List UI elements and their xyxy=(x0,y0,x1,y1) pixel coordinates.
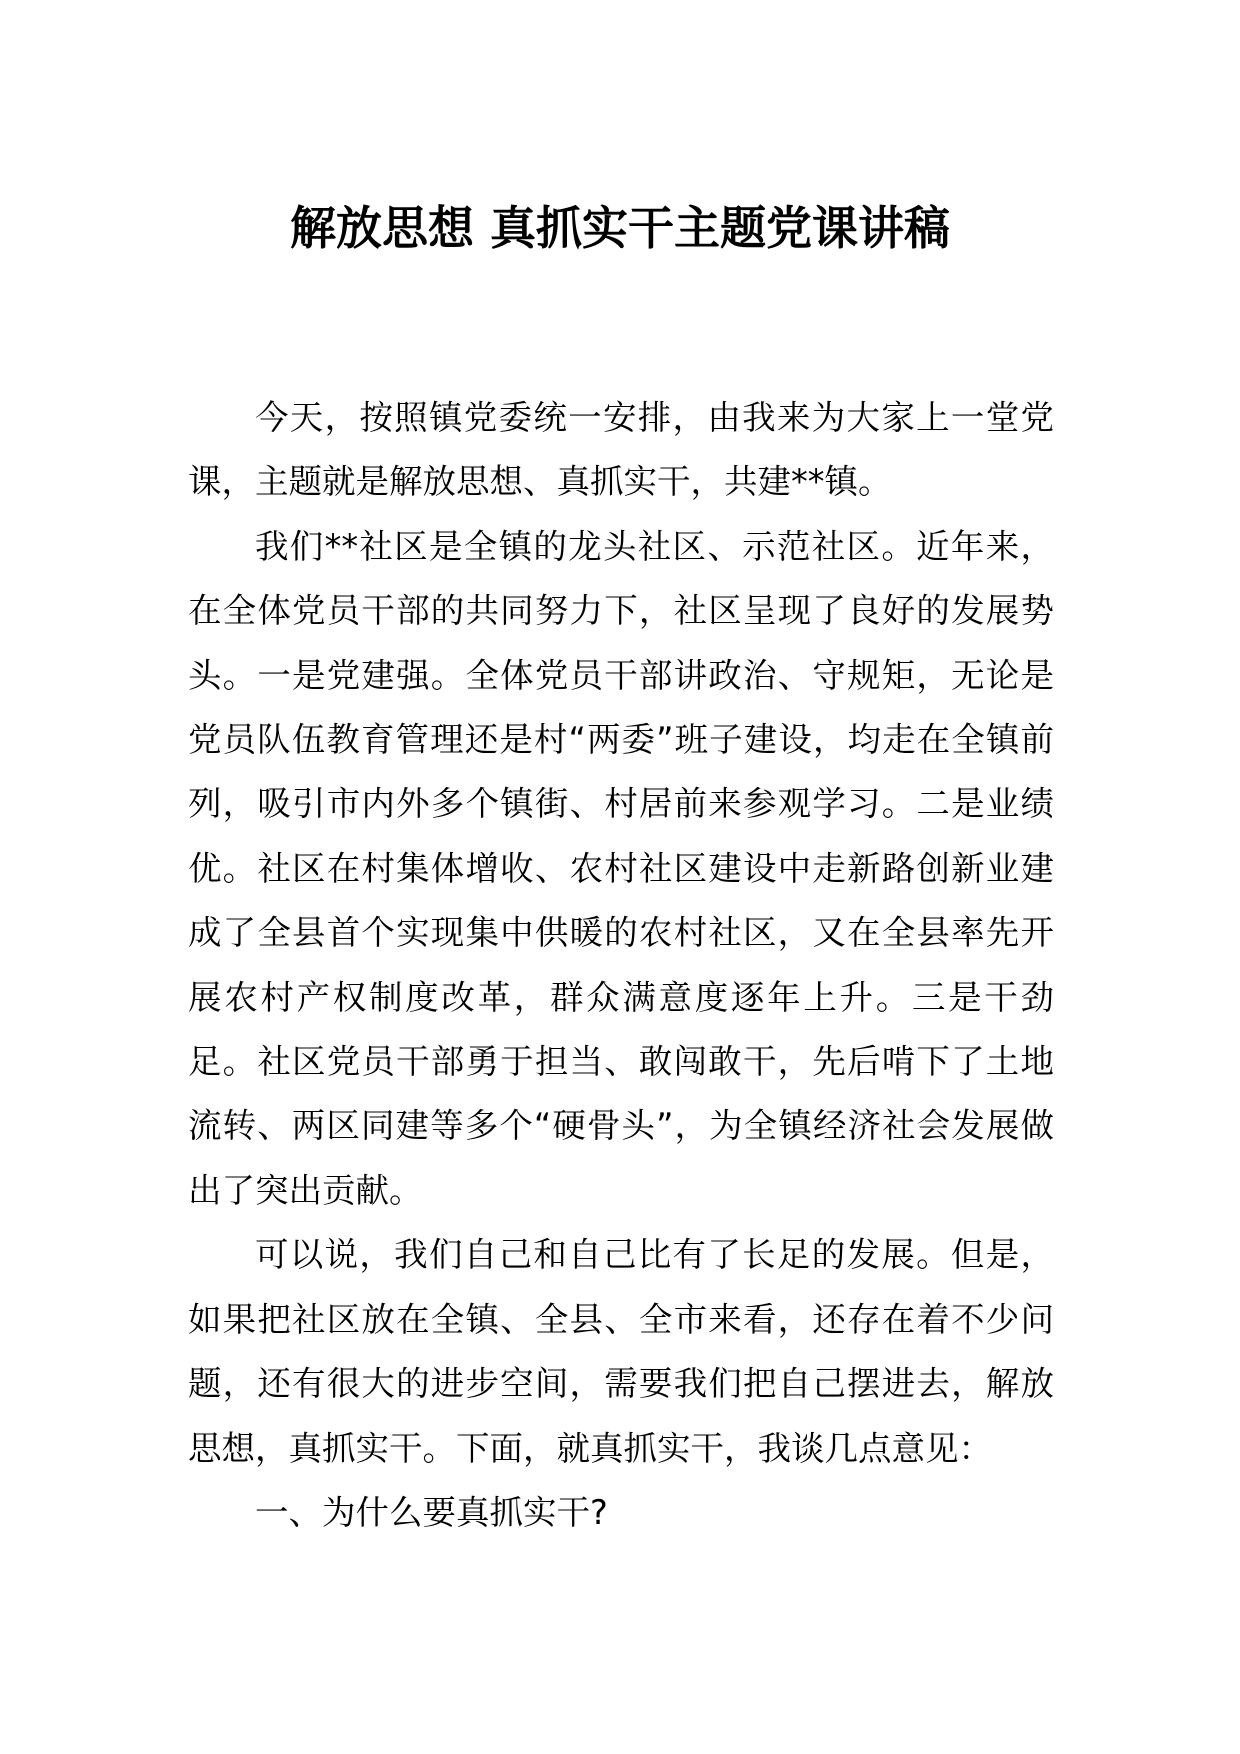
document-body xyxy=(188,386,1054,1545)
section-heading-1: 一、为什么要真抓实干? xyxy=(255,1492,608,1532)
document-title: 解放思想 真抓实干主题党课讲稿 xyxy=(289,201,950,255)
paragraph-intro: 今天，按照镇党委统一安排，由我来为大家上一堂党课，主题就是解放思想、真抓实干，共建**镇。 xyxy=(188,398,1054,502)
paragraph-community-achievements: 我们**社区是全镇的龙头社区、示范社区。近年来，在全体党员干部的共同努力下，社区呈现了良好的发展势头。一是党建强。全体党员干部讲政治、守规矩，无论是党员队伍教育管理还是村“两委”班子建设，均走在全镇前列，吸引市内外多个镇街、村居前来参观学习。二是业绩优。社区在村集体增收、农村社区建设中走新路创新业建成了全县首个实现集中供暖的农村社区，又在全县率先开展农村产权制度改革，群众满意度逐年上升。三是干劲足。社区党员干部勇于担当、敢闯敢干，先后啃下了土地流转、两区同建等多个“硬骨头”，为全镇经济社会发展做出了突出贡献。 xyxy=(188,526,1054,1210)
paragraph-problems: 可以说，我们自己和自己比有了长足的发展。但是，如果把社区放在全镇、全县、全市来看，还存在着不少问题，还有很大的进步空间，需要我们把自己摆进去，解放思想，真抓实干。下面，就真抓实干，我谈几点意见： xyxy=(188,1235,1054,1468)
